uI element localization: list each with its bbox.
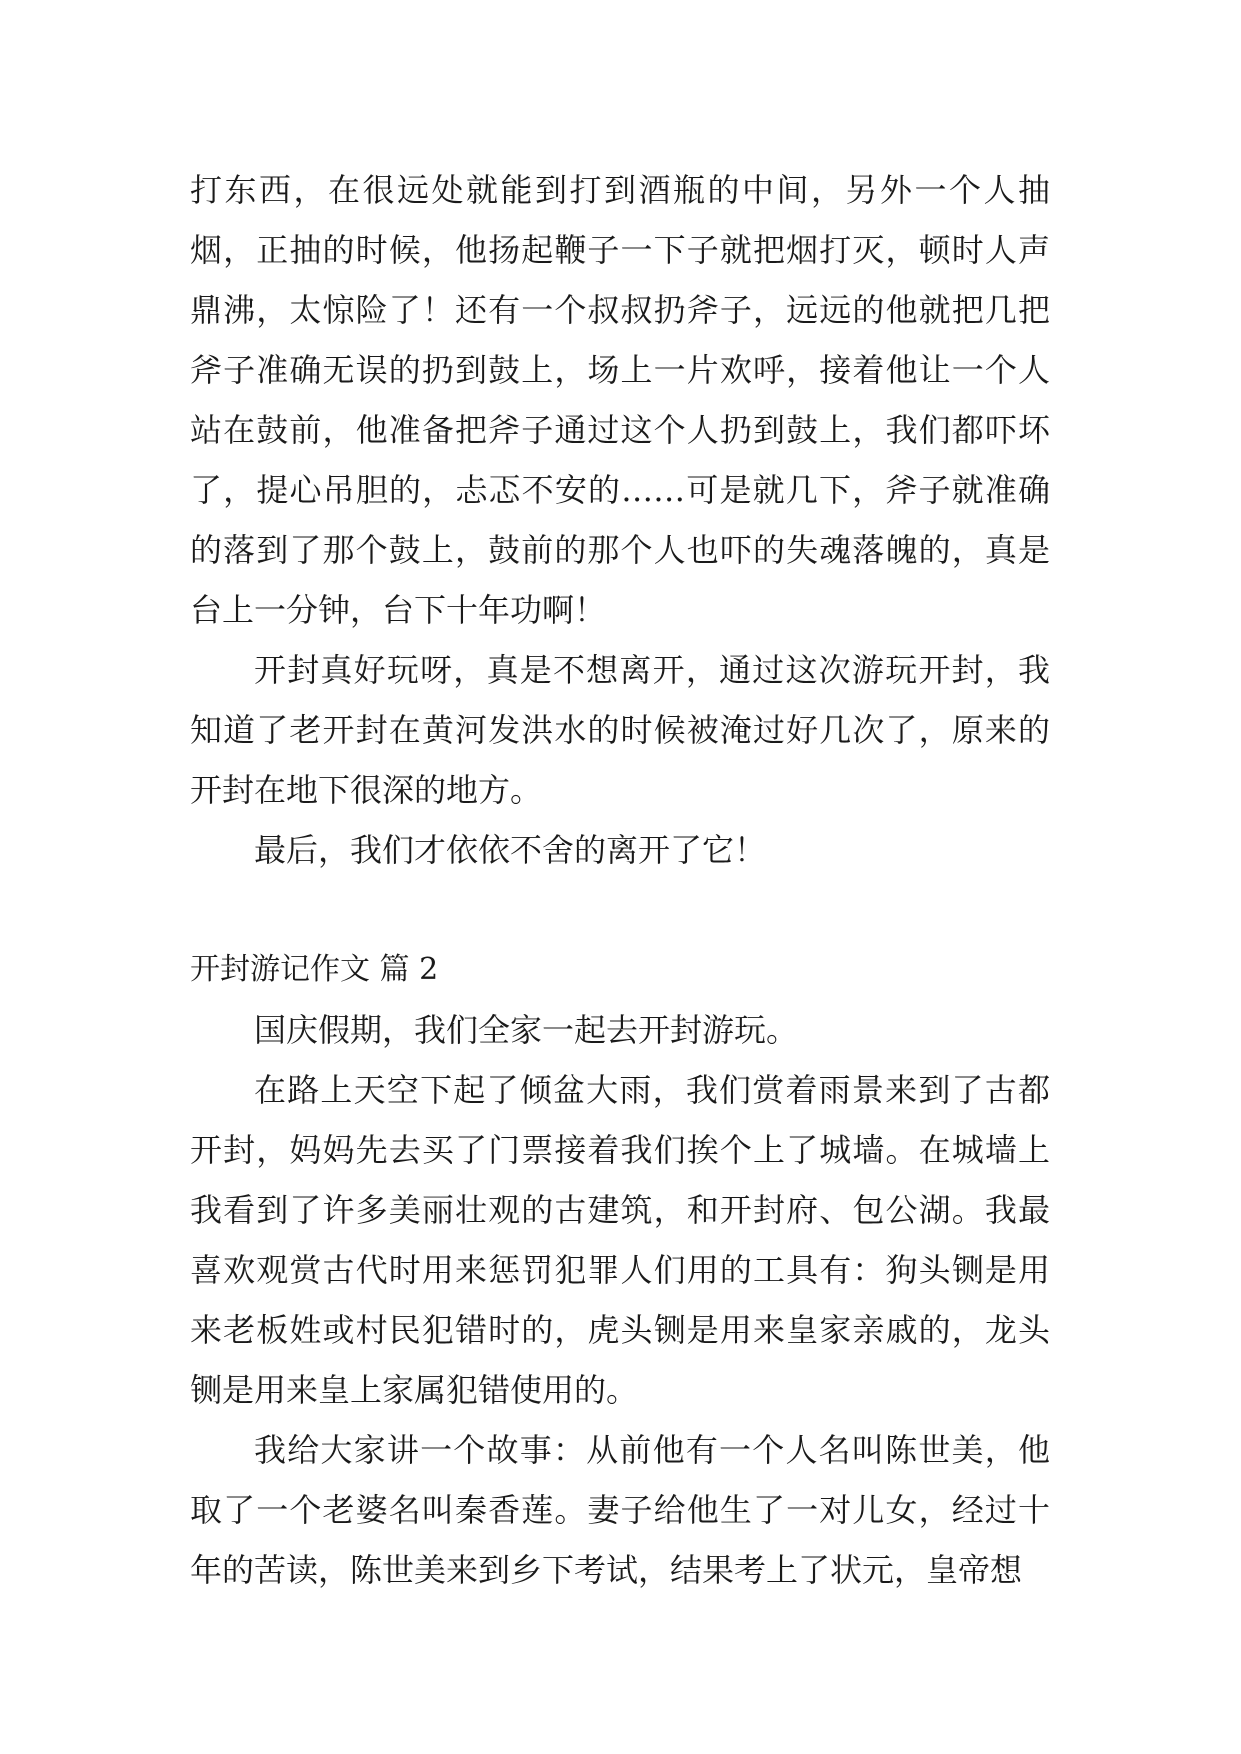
paragraph: 在路上天空下起了倾盆大雨，我们赏着雨景来到了古都开封，妈妈先去买了门票接着我们挨个上了城墙。在城墙上我看到了许多美丽壮观的古建筑，和开封府、包公湖。我最喜欢观赏古代时用来惩罚犯罪人们用的工具有：狗头铡是用来老板姓或村民犯错时的，虎头铡是用来皇家亲戚的，龙头铡是用来皇上家属犯错使用的。	[190, 1071, 1050, 1409]
section-title: 开封游记作文 篇 2	[190, 952, 439, 987]
paragraph-continuation: 打东西，在很远处就能到打到酒瓶的中间，另外一个人抽烟，正抽的时候，他扬起鞭子一下子就把烟打灭，顿时人声鼎沸，太惊险了！还有一个叔叔扔斧子，远远的他就把几把斧子准确无误的扔到鼓上，场上一片欢呼，接着他让一个人站在鼓前，他准备把斧子通过这个人扔到鼓上，我们都吓坏了，提心吊胆的，忐忑不安的……可是就几下，斧子就准确的落到了那个鼓上，鼓前的那个人也吓的失魂落魄的，真是台上一分钟，台下十年功啊！	[190, 171, 1050, 629]
paragraph: 最后，我们才依依不舍的离开了它！	[254, 831, 767, 869]
paragraph: 开封真好玩呀，真是不想离开，通过这次游玩开封，我知道了老开封在黄河发洪水的时候被淹过好几次了，原来的开封在地下很深的地方。	[190, 651, 1050, 809]
document-body	[190, 160, 1050, 1600]
paragraph: 国庆假期，我们全家一起去开封游玩。	[254, 1011, 799, 1049]
paragraph: 我给大家讲一个故事：从前他有一个人名叫陈世美，他取了一个老婆名叫秦香莲。妻子给他生了一对儿女，经过十年的苦读，陈世美来到乡下考试，结果考上了状元，皇帝想	[190, 1431, 1050, 1589]
